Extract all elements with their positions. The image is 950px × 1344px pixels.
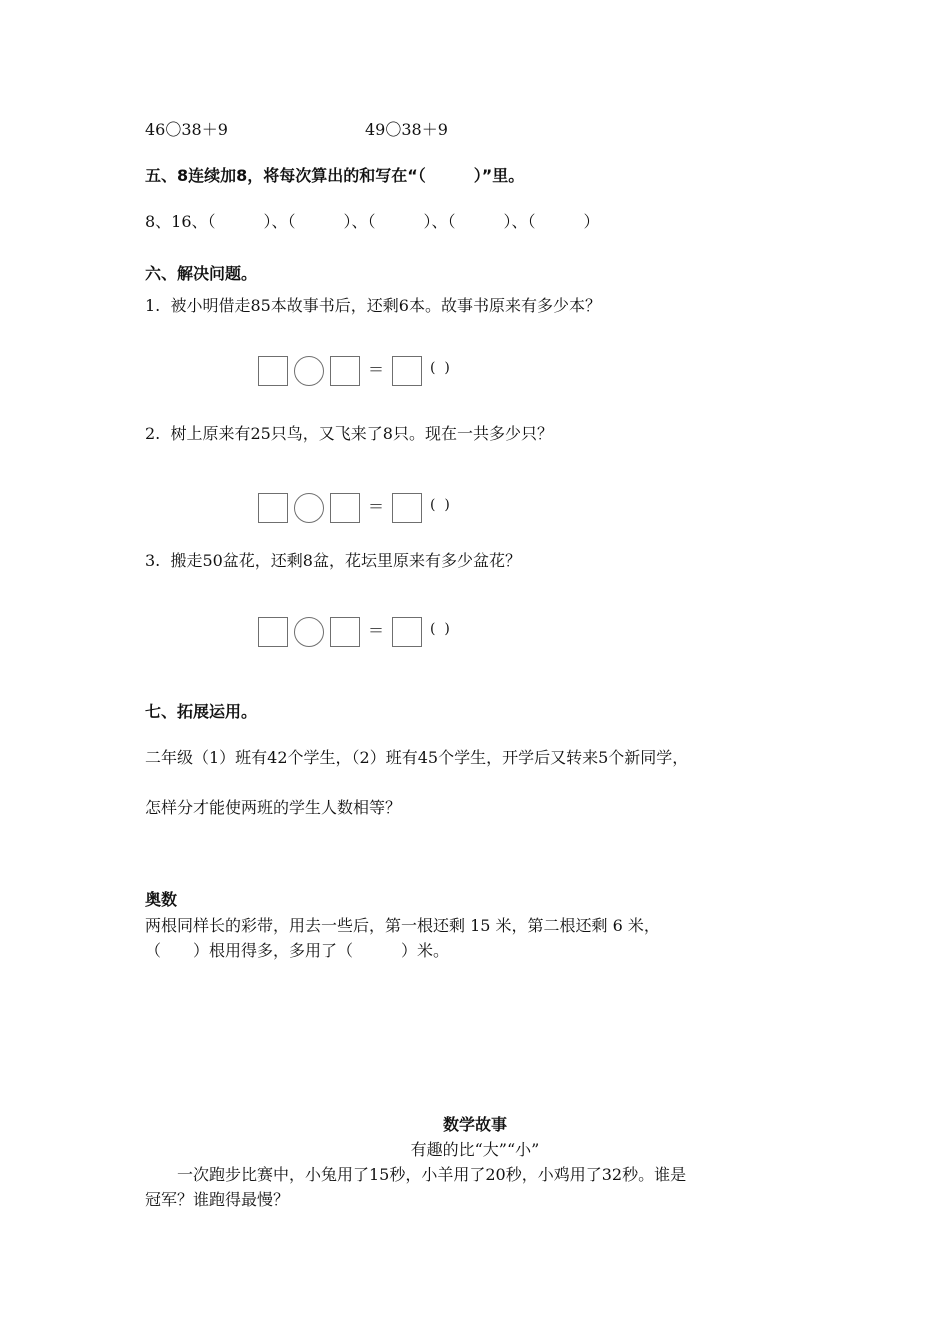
answer-box[interactable] <box>330 493 360 523</box>
equation-row-2 <box>258 493 498 523</box>
section-7-line-1: 二年级（1）班有42个学生，（2）班有45个学生，开学后又转来5个新同学， <box>145 748 689 767</box>
section-7-title: 七、拓展运用。 <box>145 702 258 721</box>
unit-parenthesis: ( ) <box>430 497 450 513</box>
olympiad-title: 奥数 <box>145 890 178 909</box>
section-7-line-2: 怎样分才能使两班的学生人数相等？ <box>145 798 402 817</box>
equals-sign: ＝ <box>368 621 385 640</box>
answer-box[interactable] <box>330 617 360 647</box>
story-line-1: 一次跑步比赛中，小兔用了15秒，小羊用了20秒，小鸡用了32秒。谁是 <box>145 1165 687 1184</box>
story-subtitle: 有趣的比“大”“小” <box>410 1140 540 1159</box>
section-6-title: 六、解决问题。 <box>145 264 258 283</box>
answer-box[interactable] <box>258 617 288 647</box>
olympiad-line-1: 两根同样长的彩带，用去一些后，第一根还剩 15 米，第二根还剩 6 米， <box>145 916 660 935</box>
result-box[interactable] <box>392 493 422 523</box>
equals-sign: ＝ <box>368 360 385 379</box>
result-box[interactable] <box>392 356 422 386</box>
equals-sign: ＝ <box>368 497 385 516</box>
problem-1-text: 1. 被小明借走85本故事书后，还剩6本。故事书原来有多少本？ <box>145 296 601 315</box>
problem-2-text: 2. 树上原来有25只鸟，又飞来了8只。现在一共多少只？ <box>145 424 553 443</box>
operator-circle[interactable] <box>294 493 324 523</box>
answer-box[interactable] <box>258 356 288 386</box>
section-5-title: 五、8连续加8，将每次算出的和写在“（ ）”里。 <box>145 166 525 185</box>
story-title: 数学故事 <box>442 1115 507 1134</box>
section-5-sequence: 8、16、（ ）、（ ）、（ ）、（ ）、（ ） <box>145 212 600 231</box>
equation-row-1 <box>258 356 498 386</box>
operator-circle[interactable] <box>294 356 324 386</box>
unit-parenthesis: ( ) <box>430 360 450 376</box>
compare-item-2: 49〇38＋9 <box>365 120 448 139</box>
compare-item-1: 46〇38＋9 <box>145 120 228 139</box>
equation-row-3 <box>258 617 498 647</box>
answer-box[interactable] <box>330 356 360 386</box>
unit-parenthesis: ( ) <box>430 621 450 637</box>
story-line-2: 冠军？谁跑得最慢？ <box>145 1190 290 1209</box>
answer-box[interactable] <box>258 493 288 523</box>
problem-3-text: 3. 搬走50盆花，还剩8盆，花坛里原来有多少盆花？ <box>145 551 521 570</box>
operator-circle[interactable] <box>294 617 324 647</box>
olympiad-line-2: （ ）根用得多，多用了（ ）米。 <box>145 941 450 960</box>
result-box[interactable] <box>392 617 422 647</box>
